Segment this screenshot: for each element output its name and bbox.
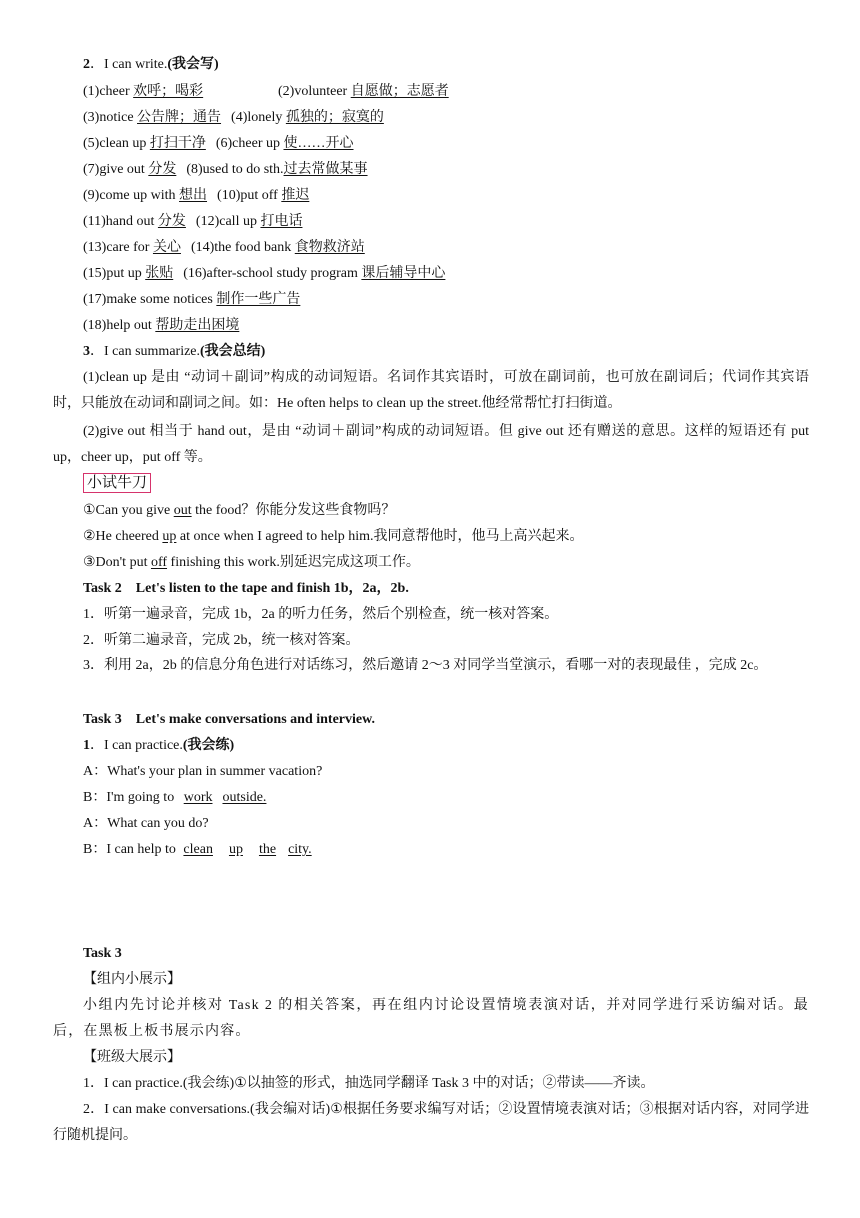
- practice-question-1: [83, 502, 395, 520]
- task3-subheading: 1．I can practice.(我会练): [83, 738, 235, 753]
- question-text: ①Can you give: [83, 503, 174, 518]
- practice-tag-wrap: [83, 473, 151, 493]
- vocab-term: (17)make some notices: [83, 292, 217, 307]
- dialog-line-4: [83, 841, 312, 859]
- question-text: ③Don't put: [83, 555, 151, 570]
- dialog-text: B：I'm going to: [83, 790, 178, 805]
- vocab-term: (7)give out: [83, 162, 149, 177]
- question-answer: out: [173, 503, 192, 518]
- vocab-term: (9)come up with: [83, 188, 180, 203]
- task3-subheading-cn: (我会练): [182, 738, 235, 753]
- task3b-heading: Task 3: [83, 946, 122, 961]
- summarize-heading: 3．I can summarize.(我会总结): [83, 344, 266, 359]
- vocab-line-3: [83, 135, 354, 153]
- vocab-term: (14)the food bank: [190, 240, 295, 255]
- vocab-line-1b: [278, 83, 449, 101]
- task2-heading: Task 2 Let's listen to the tape and finish 1b，2a，2b.: [83, 581, 409, 596]
- group-display-text: 小组内先讨论并核对 Task 2 的相关答案，再在组内讨论设置情境表演对话，并对同学进行采访编对话。最后，在黑板上板书展示内容。: [53, 998, 809, 1039]
- vocab-term: (10)put off: [217, 188, 282, 203]
- vocab-line-9: [83, 291, 300, 309]
- dialog-answer: work: [183, 790, 213, 805]
- dialog-answer: outside.: [222, 790, 267, 805]
- vocab-answer: 关心: [152, 240, 181, 255]
- vocab-answer: 课后辅导中心: [361, 266, 446, 281]
- dialog-answer: the: [258, 842, 277, 857]
- dialog-line-3: A：What can you do?: [83, 816, 209, 831]
- vocab-answer: 张贴: [145, 266, 174, 281]
- summarize-heading-num: 3: [83, 344, 90, 359]
- vocab-term: (12)call up: [195, 214, 261, 229]
- class-display-heading: 【班级大展示】: [83, 1050, 181, 1065]
- task3-subheading-text: I can practice.: [104, 738, 183, 753]
- dialog-line-2: [83, 789, 266, 807]
- task2-item-3: 3．利用 2a，2b 的信息分角色进行对话练习，然后邀请 2～3 对同学当堂演示，看哪一对的表现最佳 ，完成 2c。: [83, 658, 768, 673]
- task3-subheading-num: 1: [83, 738, 90, 753]
- question-text: finishing this work.别延迟完成这项工作。: [167, 555, 420, 570]
- group-display-heading: 【组内小展示】: [83, 972, 181, 987]
- vocab-answer: 打扫干净: [149, 136, 206, 151]
- vocab-line-4: [83, 161, 368, 179]
- vocab-answer: 使……开心: [283, 136, 354, 151]
- practice-tag: 小试牛刀: [83, 473, 151, 493]
- practice-question-2: [83, 528, 584, 546]
- dialog-line-1: A：What's your plan in summer vacation?: [83, 764, 323, 779]
- vocab-answer: 制作一些广告: [216, 292, 301, 307]
- vocab-term: (6)cheer up: [215, 136, 284, 151]
- vocab-term: (5)clean up: [83, 136, 150, 151]
- vocab-answer: 欢呼；喝彩: [133, 84, 204, 99]
- vocab-line-10: [83, 317, 239, 335]
- class-display-item-1: 1．I can practice.(我会练)①以抽签的形式，抽选同学翻译 Task 3 中的对话；②带读——齐读。: [83, 1076, 655, 1091]
- vocab-answer: 推迟: [281, 188, 310, 203]
- vocab-term: (16)after-school study program: [183, 266, 362, 281]
- vocab-term: (11)hand out: [83, 214, 158, 229]
- practice-question-3: [83, 554, 420, 572]
- vocab-term: (2)volunteer: [278, 84, 351, 99]
- vocab-term: (15)put up: [83, 266, 146, 281]
- question-text: at once when I agreed to help him.我同意帮他时，他马上高兴起来。: [176, 529, 584, 544]
- dialog-answer: city.: [288, 842, 312, 857]
- write-heading: 2．I can write.(我会写): [83, 57, 219, 72]
- question-text: ②He cheered: [83, 529, 163, 544]
- question-answer: up: [162, 529, 177, 544]
- dialog-answer: up: [228, 842, 243, 857]
- write-heading-cn: (我会写): [167, 57, 219, 72]
- vocab-line-2: [83, 109, 384, 127]
- summary-paragraph-1: (1)clean up 是由 “动词＋副词”构成的动词短语。名词作其宾语时，可放在副词前，也可放在副词后；代词作其宾语时，只能放在动词和副词之间。如：He often helps to clean up the street.他经常帮忙打扫街道。: [53, 370, 809, 411]
- vocab-term: (13)care for: [83, 240, 153, 255]
- vocab-line-6: [83, 213, 302, 231]
- vocab-answer: 分发: [148, 162, 177, 177]
- task3-heading: Task 3 Let's make conversations and interview.: [83, 712, 375, 727]
- vocab-line-8: [83, 265, 445, 283]
- summary-paragraph-2: (2)give out 相当于 hand out，是由 “动词＋副词”构成的动词短语。但 give out 还有赠送的意思。这样的短语还有 put up，cheer up，put off 等。: [53, 424, 809, 465]
- vocab-answer: 分发: [157, 214, 186, 229]
- vocab-answer: 过去常做某事: [283, 162, 368, 177]
- class-display-item-2: 2．I can make conversations.(我会编对话)①根据任务要求编写对话；②设置情境表演对话；③根据对话内容，对同学进行随机提问。: [53, 1102, 809, 1143]
- vocab-answer: 孤独的；寂寞的: [285, 110, 384, 125]
- vocab-term: (8)used to do sth.: [186, 162, 284, 177]
- write-heading-text: I can write.: [104, 57, 168, 72]
- vocab-answer: 食物救济站: [294, 240, 365, 255]
- question-answer: off: [150, 555, 168, 570]
- summarize-heading-text: I can summarize.: [104, 344, 201, 359]
- task2-item-2: 2．听第二遍录音，完成 2b，统一核对答案。: [83, 633, 360, 648]
- vocab-term: (3)notice: [83, 110, 138, 125]
- dialog-answer: clean: [183, 842, 213, 857]
- question-text: the food？你能分发这些食物吗？: [191, 503, 396, 518]
- vocab-answer: 公告牌；通告: [137, 110, 222, 125]
- task2-item-1: 1．听第一遍录音，完成 1b，2a 的听力任务，然后个别检查，统一核对答案。: [83, 607, 559, 622]
- vocab-answer: 想出: [179, 188, 208, 203]
- vocab-term: (4)lonely: [231, 110, 286, 125]
- vocab-term: (1)cheer: [83, 84, 134, 99]
- write-heading-num: 2: [83, 57, 90, 72]
- summarize-heading-cn: (我会总结): [200, 344, 266, 359]
- dialog-text: B：I can help to: [83, 842, 180, 857]
- vocab-line-7: [83, 239, 365, 257]
- vocab-answer: 打电话: [260, 214, 303, 229]
- vocab-answer: 帮助走出困境: [155, 318, 240, 333]
- vocab-line-5: [83, 187, 309, 205]
- vocab-line-1: [83, 83, 203, 101]
- vocab-term: (18)help out: [83, 318, 156, 333]
- vocab-answer: 自愿做；志愿者: [350, 84, 449, 99]
